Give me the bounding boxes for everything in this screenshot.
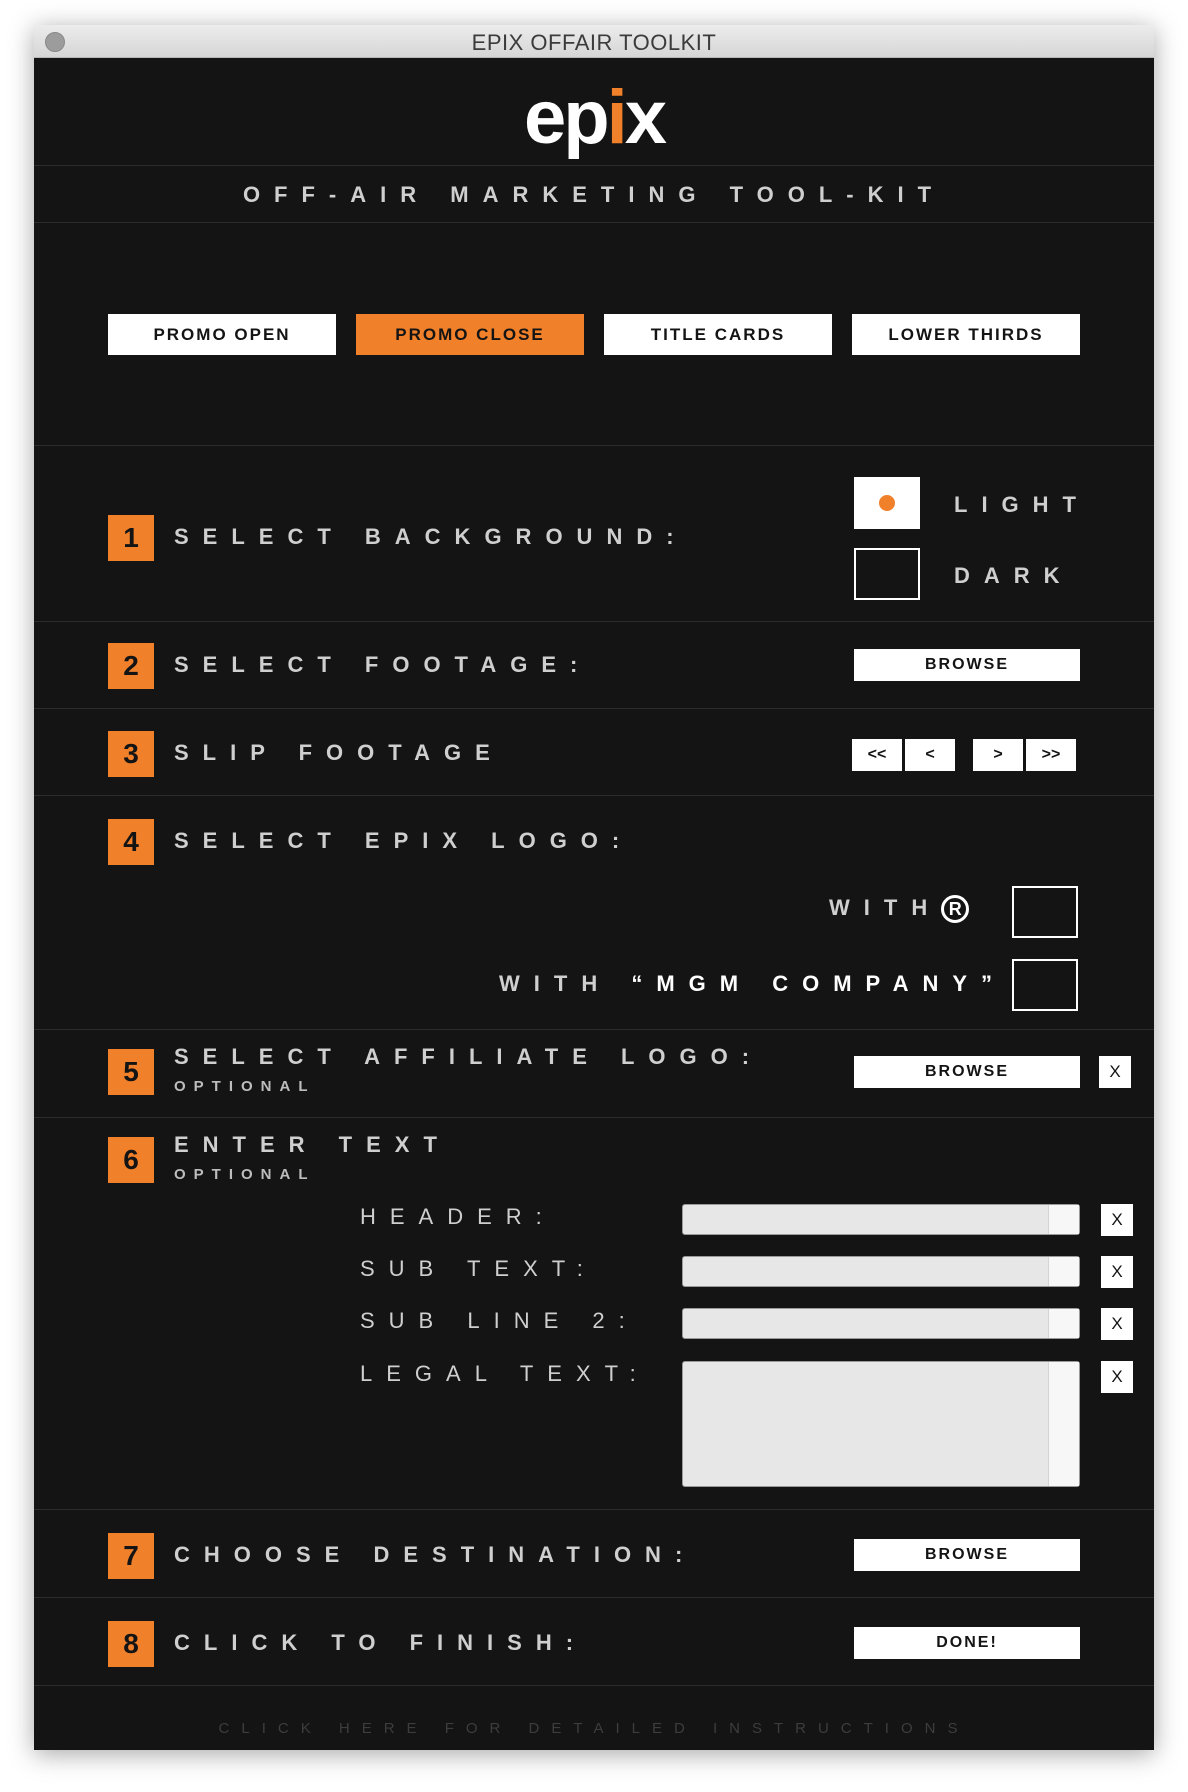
app-window [34,25,1154,1750]
title-bar [34,25,1154,58]
optional-hint: OPTIONAL [174,1078,316,1095]
clear-legal-text-button[interactable]: X [1101,1361,1133,1393]
radio-dark[interactable] [854,548,920,600]
divider [34,708,1154,709]
clear-sub-text-button[interactable]: X [1101,1256,1133,1288]
divider [34,1029,1154,1030]
header-input[interactable] [682,1204,1080,1235]
radio-selected-dot [879,495,895,511]
tab-promo-open[interactable]: PROMO OPEN [108,314,336,355]
browse-affiliate-logo-button[interactable]: BROWSE [854,1056,1080,1088]
step-label-select-epix-logo: SELECT EPIX LOGO: [174,828,634,853]
logo-option-with-text: WITH [829,895,942,920]
divider [34,795,1154,796]
step-number-4: 4 [108,819,154,865]
input-scrollbar [1048,1309,1079,1338]
mgm-company-text: “MGM COMPANY” [631,971,1007,996]
tab-lower-thirds[interactable]: LOWER THIRDS [852,314,1080,355]
step-label-select-affiliate-logo: SELECT AFFILIATE LOGO: [174,1044,764,1069]
input-scrollbar [1048,1205,1079,1234]
field-label-sub-text: SUB TEXT: [360,1256,597,1281]
step-label-select-footage: SELECT FOOTAGE: [174,652,592,677]
divider [34,621,1154,622]
browse-destination-button[interactable]: BROWSE [854,1539,1080,1571]
epix-logo [34,75,1154,160]
done-button[interactable]: DONE! [854,1627,1080,1659]
step-number-5: 5 [108,1049,154,1095]
sub-line-2-input[interactable] [682,1308,1080,1339]
step-number-2: 2 [108,643,154,689]
step-label-click-to-finish: CLICK TO FINISH: [174,1630,588,1655]
textarea-scrollbar[interactable] [1048,1362,1079,1486]
sub-text-input[interactable] [682,1256,1080,1287]
divider [34,222,1154,223]
step-label-slip-footage: SLIP FOOTAGE [174,740,504,765]
step-number-3: 3 [108,731,154,777]
legal-text-textarea[interactable] [682,1361,1080,1487]
logo-text-suffix: x [624,75,665,160]
logo-option-mgm-label [499,971,1006,997]
slip-forward-button[interactable]: > [973,739,1023,771]
radio-label-dark: DARK [954,563,1074,588]
divider [34,1685,1154,1686]
logo-option-with-text: WITH [499,971,612,996]
divider [34,1597,1154,1598]
field-label-legal-text: LEGAL TEXT: [360,1361,650,1386]
step-number-8: 8 [108,1621,154,1667]
slip-forward-fast-button[interactable]: >> [1026,739,1076,771]
optional-hint: OPTIONAL [174,1166,316,1183]
checkbox-logo-mgm-company[interactable] [1012,959,1078,1011]
page-subtitle: OFF-AIR MARKETING TOOL-KIT [242,182,946,207]
checkbox-logo-registered[interactable] [1012,886,1078,938]
divider [34,1117,1154,1118]
slip-back-fast-button[interactable]: << [852,739,902,771]
clear-header-button[interactable]: X [1101,1204,1133,1236]
clear-sub-line-2-button[interactable]: X [1101,1308,1133,1340]
field-label-header: HEADER: [360,1204,556,1229]
tab-title-cards[interactable]: TITLE CARDS [604,314,832,355]
radio-light[interactable] [854,477,920,529]
radio-label-light: LIGHT [954,492,1090,517]
step-label-select-background: SELECT BACKGROUND: [174,524,688,549]
step-number-1: 1 [108,515,154,561]
step-label-enter-text: ENTER TEXT [174,1132,451,1157]
tab-promo-close[interactable]: PROMO CLOSE [356,314,584,355]
field-label-sub-line-2: SUB LINE 2: [360,1308,639,1333]
step-label-choose-destination: CHOOSE DESTINATION: [174,1542,697,1567]
browse-footage-button[interactable]: BROWSE [854,649,1080,681]
logo-text-prefix: ep [523,75,607,160]
logo-option-registered-label [829,895,969,923]
clear-affiliate-logo-button[interactable]: X [1099,1056,1131,1088]
divider [34,1509,1154,1510]
input-scrollbar [1048,1257,1079,1286]
detailed-instructions-link[interactable]: CLICK HERE FOR DETAILED INSTRUCTIONS [218,1720,970,1737]
divider [34,445,1154,446]
registered-mark-icon: R [941,895,969,923]
step-number-6: 6 [108,1137,154,1183]
slip-back-button[interactable]: < [905,739,955,771]
step-number-7: 7 [108,1533,154,1579]
window-title: EPIX OFFAIR TOOLKIT [471,30,717,55]
logo-text-i: i [606,75,625,160]
divider [34,165,1154,166]
